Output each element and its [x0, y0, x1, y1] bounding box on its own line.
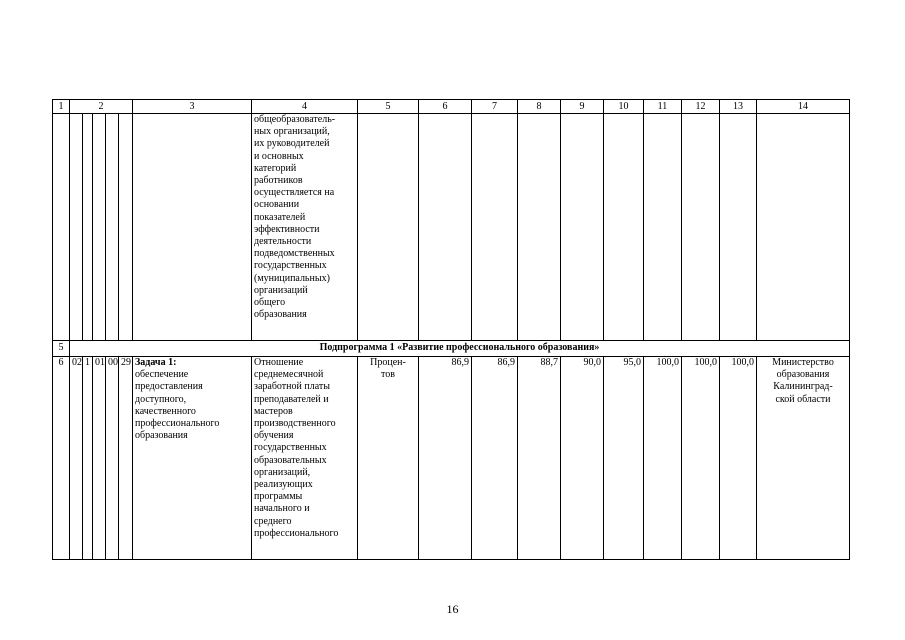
- col-header: 13: [720, 100, 757, 114]
- value-cell: 88,7: [518, 357, 561, 560]
- indicator-cell: Отношение среднемесячной заработной платы преподавателей и мастеров производственного обучения государственных образовательных организаций, реализующих программы начального и среднего профессионального: [252, 357, 358, 560]
- col-header: 4: [252, 100, 358, 114]
- subprogram-title: Подпрограмма 1 «Развитие профессионального образования»: [70, 341, 850, 357]
- col-header: 8: [518, 100, 561, 114]
- code-cell: 01: [93, 357, 106, 560]
- task-title: Задача 1:: [135, 357, 177, 368]
- code-cell: 00: [106, 357, 119, 560]
- col-header: 10: [604, 100, 644, 114]
- code-cell: 1: [83, 357, 93, 560]
- value-cell: 100,0: [682, 357, 720, 560]
- responsible-cell: Министерство образования Калининград- ской области: [757, 357, 850, 560]
- value-cell: 95,0: [604, 357, 644, 560]
- column-number-row: [53, 100, 850, 114]
- page-number: 16: [446, 602, 459, 616]
- task-row: [53, 357, 850, 560]
- code-cell: 02: [70, 357, 83, 560]
- col-header: 14: [757, 100, 850, 114]
- col-header: 6: [419, 100, 472, 114]
- subprogram-row: [53, 341, 850, 357]
- col-header: 7: [472, 100, 518, 114]
- indicator-cell: общеобразователь- ных организаций, их руководителей и основных категорий работников осуществляется на основании показателей эффективности деятельности подведомственных государственных (муниципальных) организаций общего образования: [252, 114, 358, 341]
- value-cell: 86,9: [472, 357, 518, 560]
- task-cell: Задача 1: обеспечение предоставления доступного, качественного профессионального образования: [133, 357, 252, 560]
- code-cell: 29: [119, 357, 133, 560]
- row-number: 6: [53, 357, 70, 560]
- document-table: [52, 99, 850, 560]
- col-header: 5: [358, 100, 419, 114]
- col-header: 1: [53, 100, 70, 114]
- col-header: 2: [70, 100, 133, 114]
- continuation-row: [53, 114, 850, 341]
- value-cell: 100,0: [644, 357, 682, 560]
- unit-cell: Процен- тов: [358, 357, 419, 560]
- col-header: 11: [644, 100, 682, 114]
- col-header: 12: [682, 100, 720, 114]
- row-number: 5: [53, 341, 70, 357]
- col-header: 3: [133, 100, 252, 114]
- value-cell: 90,0: [561, 357, 604, 560]
- value-cell: 86,9: [419, 357, 472, 560]
- value-cell: 100,0: [720, 357, 757, 560]
- col-header: 9: [561, 100, 604, 114]
